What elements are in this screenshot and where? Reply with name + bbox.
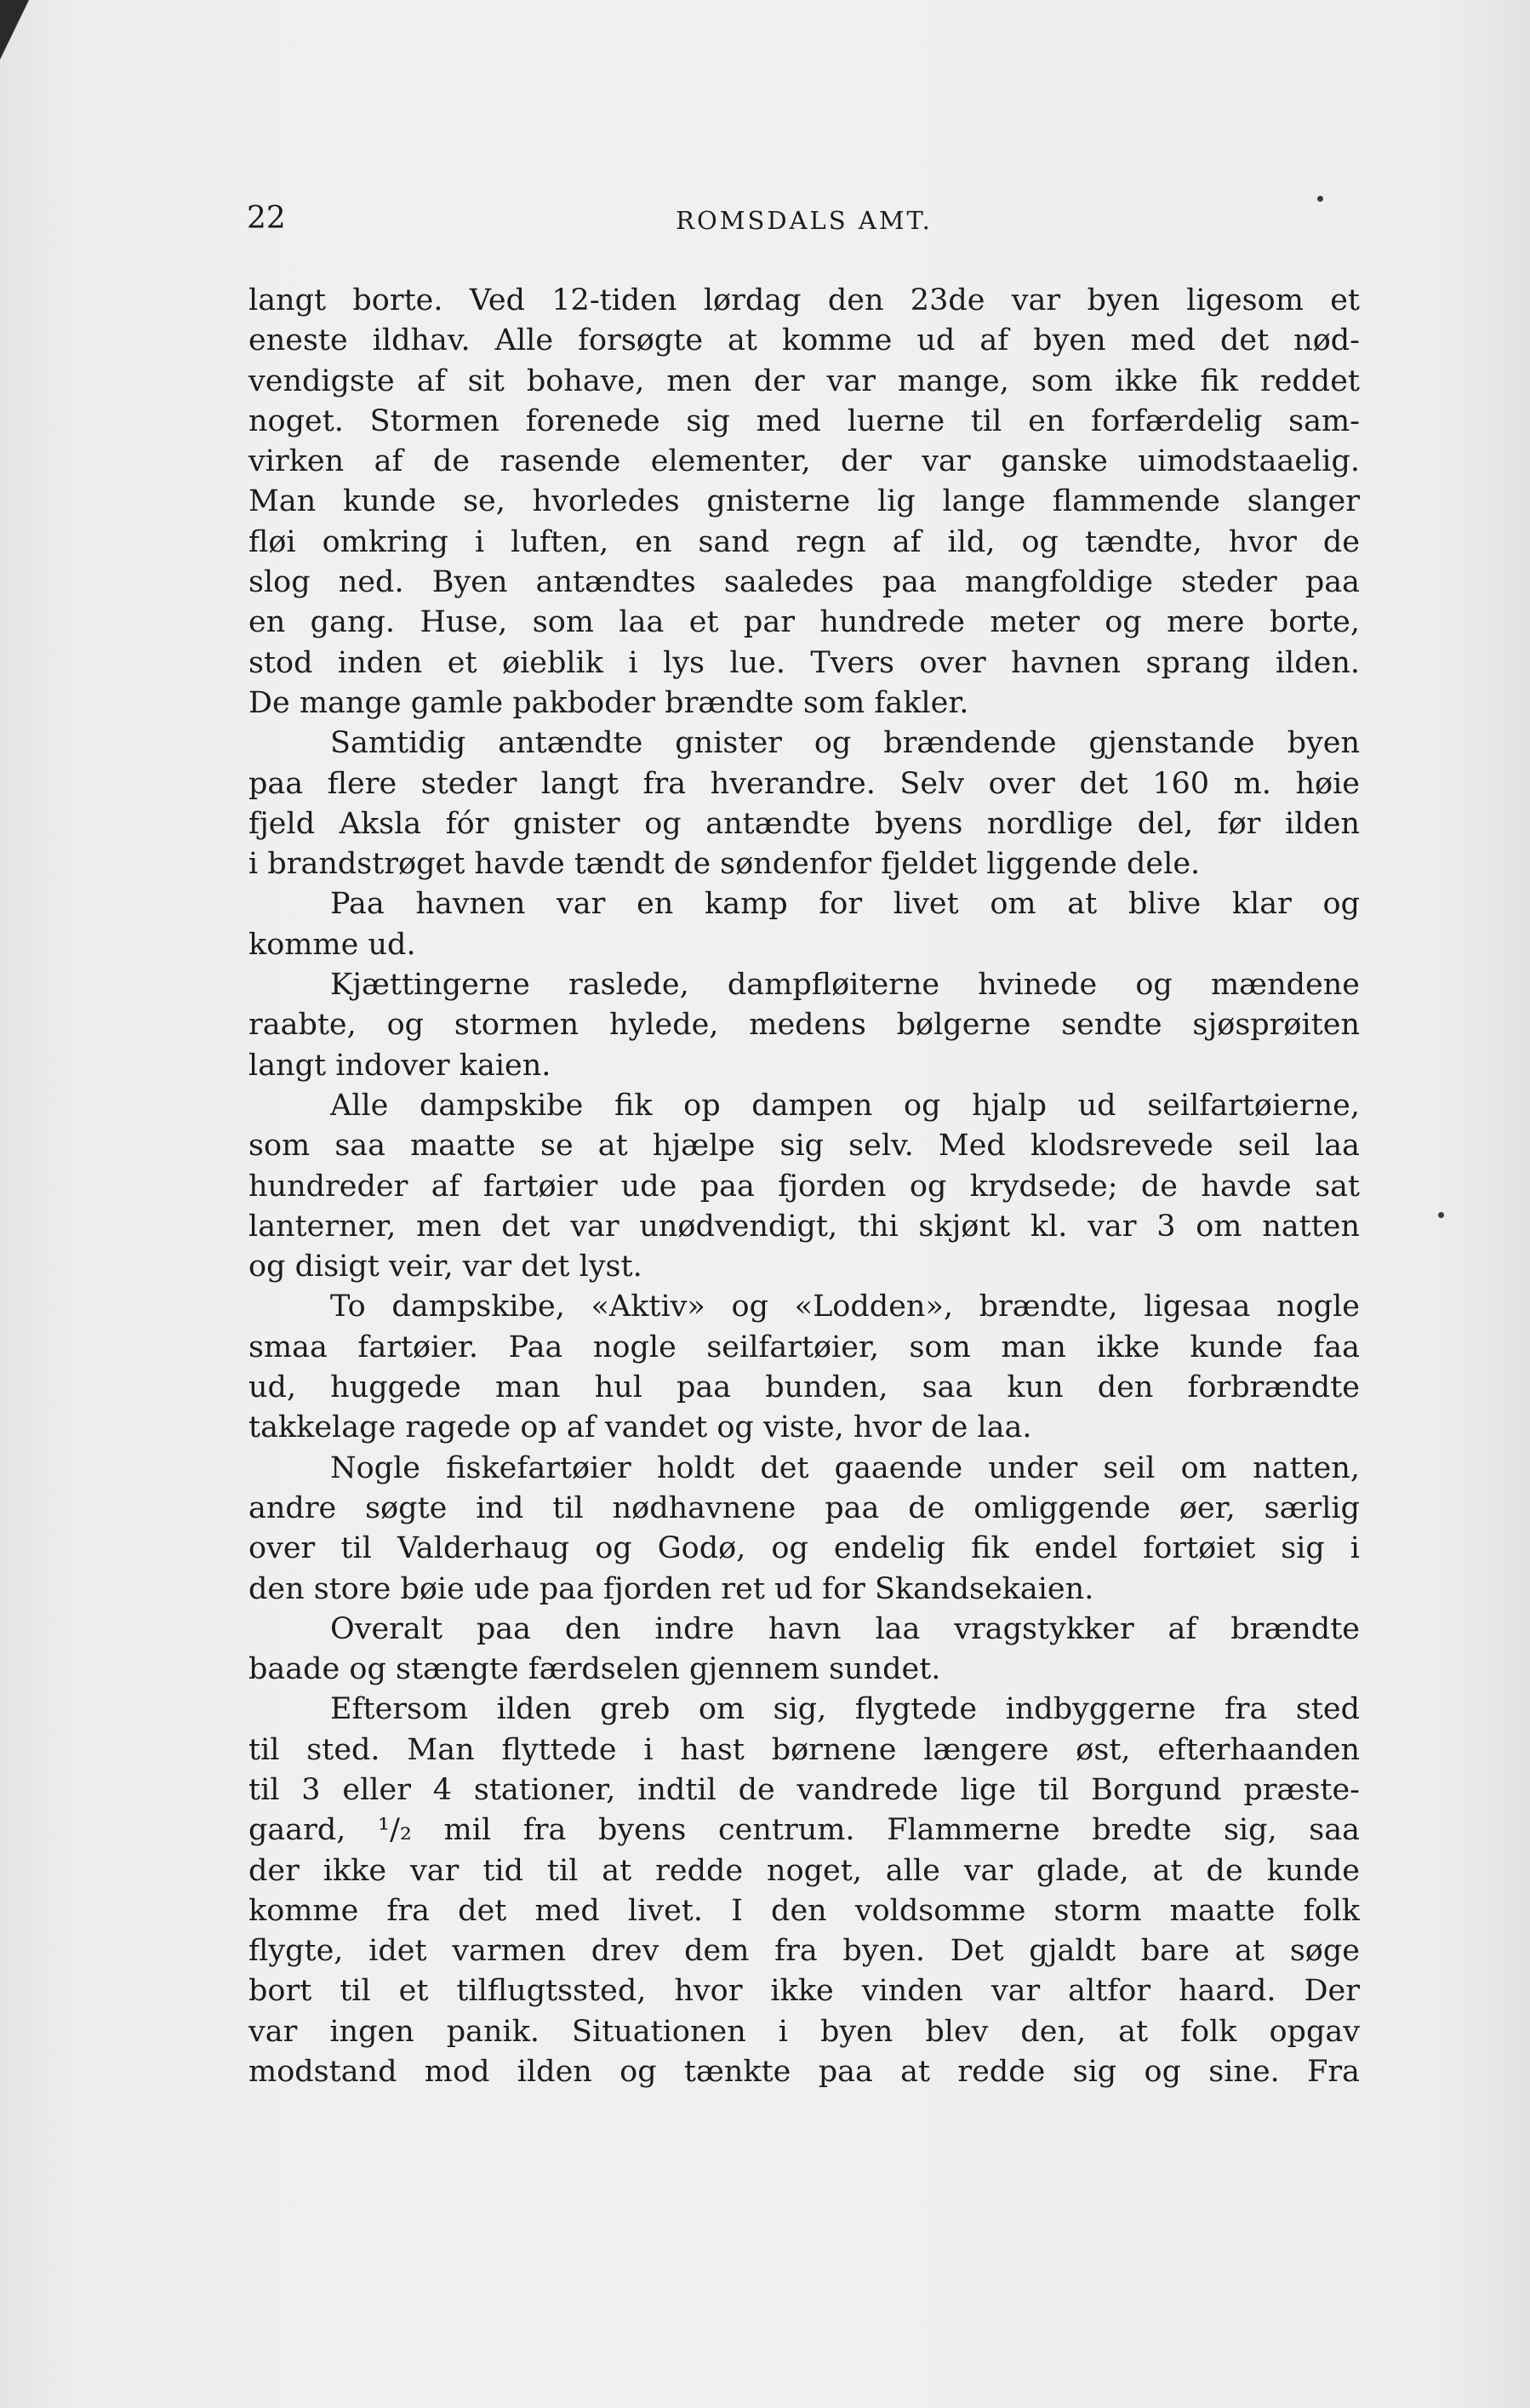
text-line: takkelage ragede op af vandet og viste, hvor de laa. [248, 1410, 1032, 1445]
page-number: 22 [247, 201, 286, 236]
text-line: Nogle fiskefartøier holdt det gaaende under seil om natten, [330, 1450, 1360, 1485]
text-line: langt indover kaien. [248, 1048, 551, 1083]
text-line: til sted. Man flyttede i hast børnene længere øst, efterhaanden [248, 1732, 1360, 1767]
print-speck [1438, 1212, 1444, 1218]
text-line: komme ud. [248, 927, 416, 962]
text-line: Alle dampskibe fik op dampen og hjalp ud seilfartøierne, [330, 1088, 1360, 1123]
text-line: Overalt paa den indre havn laa vragstykker af brændte [330, 1611, 1360, 1646]
torn-corner [0, 0, 29, 60]
text-line: var ingen panik. Situationen i byen blev den, at folk opgav [248, 2014, 1360, 2049]
text-line: og disigt veir, var det lyst. [248, 1250, 642, 1284]
text-line: fjeld Aksla fór gnister og antændte byens nordlige del, før ilden [248, 806, 1360, 841]
text-line: De mange gamle pakboder brændte som fakler. [248, 685, 969, 720]
text-line: over til Valderhaug og Godø, og endelig fik endel fortøiet sig i [248, 1531, 1360, 1566]
text-line: ud, huggede man hul paa bunden, saa kun den forbrændte [248, 1370, 1360, 1405]
text-line: noget. Stormen forenede sig med luerne til en forfærdelig sam- [248, 403, 1360, 438]
text-line: til 3 eller 4 stationer, indtil de vandrede lige til Borgund præste- [248, 1772, 1360, 1807]
text-line: Eftersom ilden greb om sig, flygtede indbyggerne fra sted [330, 1692, 1360, 1727]
text-line: gaard, ¹/₂ mil fra byens centrum. Flammerne bredte sig, saa [248, 1813, 1360, 1848]
text-line: flygte, idet varmen drev dem fra byen. Det gjaldt bare at søge [248, 1934, 1360, 1969]
text-line: Samtidig antændte gnister og brændende gjenstande byen [330, 726, 1360, 761]
text-line: den store bøie ude paa fjorden ret ud for Skandsekaien. [248, 1571, 1094, 1606]
text-line: stod inden et øieblik i lys lue. Tvers over havnen sprang ilden. [248, 645, 1360, 680]
text-line: virken af de rasende elementer, der var ganske uimodstaaelig. [248, 444, 1360, 479]
text-line: Paa havnen var en kamp for livet om at blive klar og [330, 887, 1360, 922]
text-line: hundreder af fartøier ude paa fjorden og krydsede; de havde sat [248, 1169, 1360, 1204]
text-line: som saa maatte se at hjælpe sig selv. Med klodsrevede seil laa [248, 1129, 1360, 1164]
text-line: raabte, og stormen hylede, medens bølgerne sendte sjøsprøiten [248, 1008, 1360, 1043]
text-line: en gang. Huse, som laa et par hundrede meter og mere borte, [248, 605, 1360, 640]
text-line: komme fra det med livet. I den voldsomme storm maatte folk [248, 1893, 1360, 1928]
text-line: andre søgte ind til nødhavnene paa de omliggende øer, særlig [248, 1490, 1360, 1525]
text-line: bort til et tilflugtssted, hvor ikke vinden var altfor haard. Der [248, 1974, 1360, 2009]
text-line: paa flere steder langt fra hverandre. Selv over det 160 m. høie [248, 766, 1360, 801]
text-line: langt borte. Ved 12-tiden lørdag den 23de var byen ligesom et [248, 283, 1360, 317]
print-speck [1317, 196, 1323, 202]
text-line: i brandstrøget havde tændt de søndenfor fjeldet liggende dele. [248, 847, 1201, 882]
text-line: baade og stængte færdselen gjennem sundet. [248, 1652, 941, 1687]
text-line: Kjættingerne raslede, dampfløiterne hvinede og mændene [330, 968, 1360, 1003]
text-line: fløi omkring i luften, en sand regn af ild, og tændte, hvor de [248, 524, 1360, 559]
text-line: modstand mod ilden og tænkte paa at redde sig og sine. Fra [248, 2055, 1360, 2090]
text-line: Man kunde se, hvorledes gnisterne lig lange flammende slanger [248, 484, 1360, 519]
text-line: lanterner, men det var unødvendigt, thi skjønt kl. var 3 om natten [248, 1209, 1360, 1244]
text-line: eneste ildhav. Alle forsøgte at komme ud af byen med det nød- [248, 323, 1360, 358]
text-line: slog ned. Byen antændtes saaledes paa mangfoldige steder paa [248, 565, 1360, 600]
text-line: vendigste af sit bohave, men der var mange, som ikke fik reddet [248, 363, 1360, 398]
running-head: ROMSDALS AMT. [676, 206, 933, 235]
text-line: der ikke var tid til at redde noget, alle var glade, at de kunde [248, 1853, 1360, 1888]
body-text [248, 281, 1360, 2092]
text-line: smaa fartøier. Paa nogle seilfartøier, som man ikke kunde faa [248, 1330, 1360, 1364]
text-line: To dampskibe, «Aktiv» og «Lodden», brændte, ligesaa nogle [330, 1290, 1360, 1324]
page-header [247, 197, 1362, 240]
